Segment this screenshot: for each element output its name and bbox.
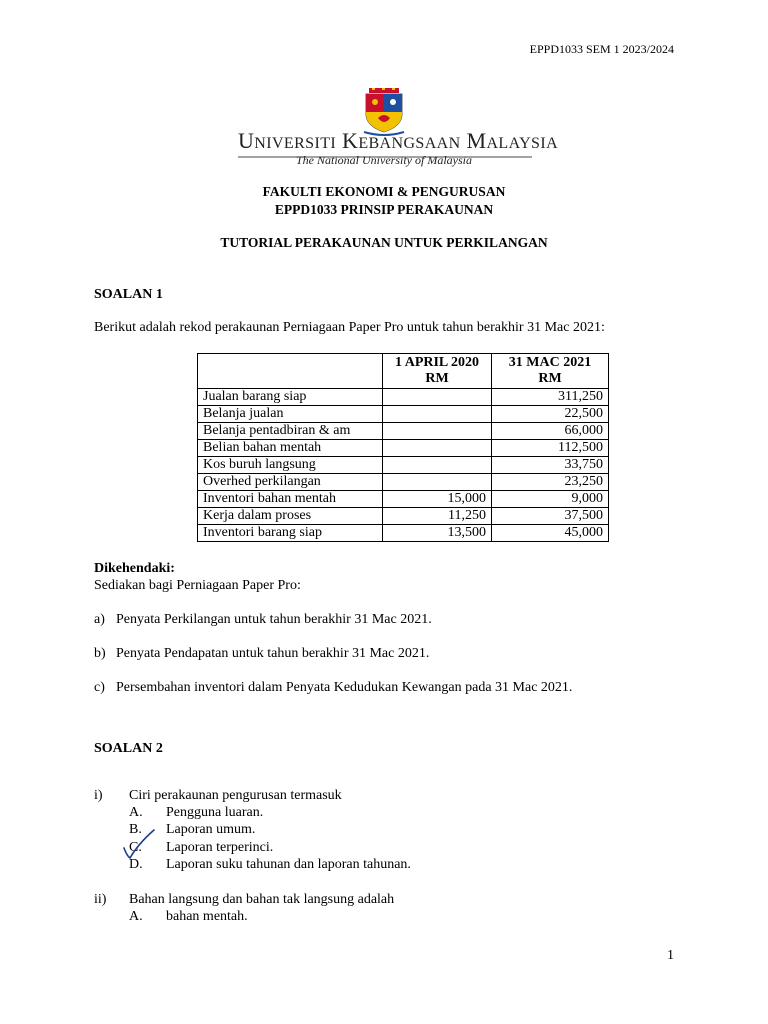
table-cell	[383, 474, 492, 491]
table-cell: 13,500	[383, 525, 492, 542]
option-text: Pengguna luaran.	[166, 805, 264, 820]
table-cell: Inventori barang siap	[198, 525, 383, 542]
course-title: EPPD1033 PRINSIP PERAKAUNAN	[274, 202, 494, 217]
part-text: Persembahan inventori dalam Penyata Kedudukan Kewangan pada 31 Mac 2021.	[116, 680, 573, 695]
part-text: Penyata Perkilangan untuk tahun berakhir 31 Mac 2021.	[116, 612, 432, 627]
table-cell: 66,000	[492, 423, 609, 440]
course-code-header: EPPD1033 SEM 1 2023/2024	[529, 42, 674, 56]
question-1-heading: SOALAN 1	[94, 287, 163, 302]
option-letter: A.	[129, 805, 143, 820]
table-cell: Overhed perkilangan	[198, 474, 383, 491]
option-letter: A.	[129, 909, 143, 924]
part-text: Penyata Pendapatan untuk tahun berakhir 31 Mac 2021.	[116, 646, 430, 661]
page-number: 1	[667, 948, 674, 963]
table-cell: 15,000	[383, 491, 492, 508]
option-text: bahan mentah.	[166, 909, 248, 924]
sub-question-number: ii)	[94, 892, 107, 907]
tutorial-title: TUTORIAL PERAKAUNAN UNTUK PERKILANGAN	[220, 235, 548, 250]
table-cell	[383, 389, 492, 406]
table-row	[198, 457, 609, 474]
table-cell: 33,750	[492, 457, 609, 474]
university-tagline: The National University of Malaysia	[296, 153, 472, 167]
table-header-cell	[198, 354, 383, 389]
required-intro: Sediakan bagi Perniagaan Paper Pro:	[94, 578, 301, 593]
part-label: a)	[94, 612, 105, 627]
table-row	[198, 491, 609, 508]
table-header-cell: 31 MAC 2021 RM	[492, 354, 609, 389]
option-text: Laporan terperinci.	[166, 840, 274, 855]
table-cell: Inventori bahan mentah	[198, 491, 383, 508]
part-label: c)	[94, 680, 105, 695]
table-row	[198, 406, 609, 423]
option-text: Laporan umum.	[166, 822, 256, 837]
table-cell: 37,500	[492, 508, 609, 525]
table-row	[198, 474, 609, 491]
table-cell: 311,250	[492, 389, 609, 406]
option-letter: B.	[129, 822, 142, 837]
table-cell: 45,000	[492, 525, 609, 542]
table-row	[198, 525, 609, 542]
table-cell: Kerja dalam proses	[198, 508, 383, 525]
option-letter: C.	[129, 840, 142, 855]
question-1-intro: Berikut adalah rekod perakaunan Perniagaan Paper Pro untuk tahun berakhir 31 Mac 2021:	[94, 320, 605, 335]
table-cell: Kos buruh langsung	[198, 457, 383, 474]
table-cell: Belanja pentadbiran & am	[198, 423, 383, 440]
university-name: UNIVERSITI KEBANGSAAN MALAYSIA	[238, 128, 559, 153]
table-header-row	[198, 354, 609, 389]
sub-question-text: Ciri perakaunan pengurusan termasuk	[129, 788, 342, 803]
required-heading: Dikehendaki:	[94, 561, 175, 576]
table-header-cell: 1 APRIL 2020 RM	[383, 354, 492, 389]
table-row	[198, 389, 609, 406]
option-text: Laporan suku tahunan dan laporan tahunan.	[166, 857, 411, 872]
table-cell: 22,500	[492, 406, 609, 423]
faculty-title: FAKULTI EKONOMI & PENGURUSAN	[262, 184, 506, 199]
table-cell	[383, 406, 492, 423]
table-row	[198, 423, 609, 440]
table-cell	[383, 457, 492, 474]
question-2-heading: SOALAN 2	[94, 741, 163, 756]
sub-question-number: i)	[94, 788, 103, 803]
option-letter: D.	[129, 857, 143, 872]
handwritten-check-mark-icon	[118, 828, 158, 862]
table-cell: Belanja jualan	[198, 406, 383, 423]
table-cell: 23,250	[492, 474, 609, 491]
part-label: b)	[94, 646, 106, 661]
table-cell	[383, 423, 492, 440]
table-cell: Jualan barang siap	[198, 389, 383, 406]
table-row	[198, 440, 609, 457]
table-cell: 11,250	[383, 508, 492, 525]
table-cell: 112,500	[492, 440, 609, 457]
accounting-records-table	[197, 353, 609, 542]
table-row	[198, 508, 609, 525]
table-cell: 9,000	[492, 491, 609, 508]
table-cell: Belian bahan mentah	[198, 440, 383, 457]
table-cell	[383, 440, 492, 457]
sub-question-text: Bahan langsung dan bahan tak langsung adalah	[129, 892, 395, 907]
